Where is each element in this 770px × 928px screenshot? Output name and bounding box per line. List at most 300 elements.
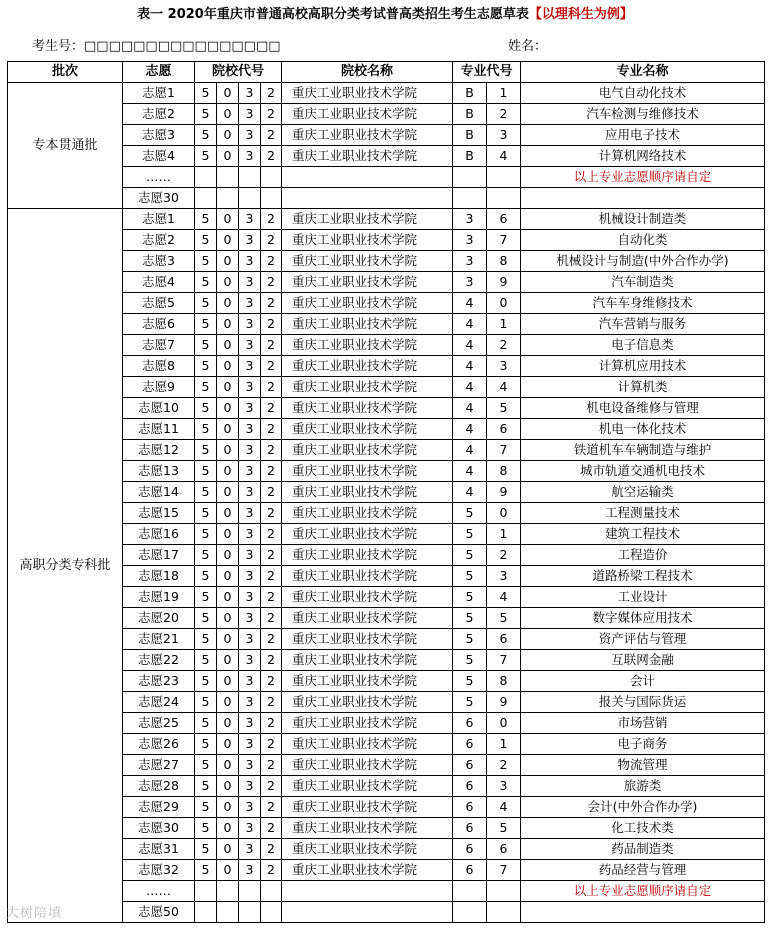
wish-number: 志愿24 [123, 692, 195, 713]
school-code-digit: 5 [195, 734, 217, 755]
major-code-digit: 3 [487, 125, 521, 146]
header-major-name: 专业名称 [521, 62, 765, 83]
school-code-digit: 2 [261, 818, 282, 839]
empty-cell [453, 902, 487, 923]
school-code-digit: 0 [217, 398, 239, 419]
wish-ellipsis: …… [123, 881, 195, 902]
school-name: 重庆工业职业技术学院 [282, 83, 453, 104]
empty-cell [487, 881, 521, 902]
wish-number: 志愿1 [123, 83, 195, 104]
school-name: 重庆工业职业技术学院 [282, 419, 453, 440]
empty-cell [282, 167, 453, 188]
school-code-digit: 3 [239, 356, 261, 377]
school-code-digit: 5 [195, 608, 217, 629]
major-name: 计算机应用技术 [521, 356, 765, 377]
school-code-digit: 0 [217, 587, 239, 608]
application-table [7, 61, 765, 923]
wish-number: 志愿8 [123, 356, 195, 377]
wish-number: 志愿21 [123, 629, 195, 650]
school-name: 重庆工业职业技术学院 [282, 608, 453, 629]
school-code-digit: 3 [239, 146, 261, 167]
wish-number: 志愿6 [123, 314, 195, 335]
major-name: 资产评估与管理 [521, 629, 765, 650]
major-code-digit: 9 [487, 692, 521, 713]
empty-cell [195, 881, 217, 902]
school-code-digit: 3 [239, 440, 261, 461]
school-code-digit: 5 [195, 83, 217, 104]
school-code-digit: 5 [195, 125, 217, 146]
school-code-digit: 0 [217, 230, 239, 251]
wish-number: 志愿30 [123, 188, 195, 209]
wish-number: 志愿3 [123, 251, 195, 272]
school-code-digit: 3 [239, 524, 261, 545]
major-code-digit: 6 [487, 839, 521, 860]
school-code-digit: 0 [217, 251, 239, 272]
empty-cell [195, 902, 217, 923]
major-code-digit: 9 [487, 482, 521, 503]
school-code-digit: 3 [239, 566, 261, 587]
wish-number: 志愿23 [123, 671, 195, 692]
school-name: 重庆工业职业技术学院 [282, 230, 453, 251]
major-code-digit: 4 [453, 356, 487, 377]
school-code-digit: 0 [217, 461, 239, 482]
school-code-digit: 5 [195, 104, 217, 125]
school-code-digit: 3 [239, 230, 261, 251]
wish-number: 志愿32 [123, 860, 195, 881]
school-code-digit: 3 [239, 650, 261, 671]
wish-number: 志愿18 [123, 566, 195, 587]
school-name: 重庆工业职业技术学院 [282, 104, 453, 125]
school-code-digit: 2 [261, 230, 282, 251]
wish-number: 志愿29 [123, 797, 195, 818]
school-name: 重庆工业职业技术学院 [282, 314, 453, 335]
school-name: 重庆工业职业技术学院 [282, 125, 453, 146]
school-code-digit: 5 [195, 419, 217, 440]
school-code-digit: 0 [217, 545, 239, 566]
major-name: 航空运输类 [521, 482, 765, 503]
major-name: 工程测量技术 [521, 503, 765, 524]
school-name: 重庆工业职业技术学院 [282, 146, 453, 167]
school-code-digit: 2 [261, 797, 282, 818]
major-code-digit: 6 [453, 713, 487, 734]
major-code-digit: 5 [453, 545, 487, 566]
major-code-digit: 6 [487, 209, 521, 230]
major-code-digit: 6 [453, 839, 487, 860]
major-code-digit: 5 [453, 608, 487, 629]
school-code-digit: 5 [195, 230, 217, 251]
empty-cell [282, 881, 453, 902]
school-code-digit: 0 [217, 83, 239, 104]
major-code-digit: 4 [453, 293, 487, 314]
major-code-digit: 3 [453, 230, 487, 251]
school-code-digit: 3 [239, 776, 261, 797]
major-code-digit: 4 [453, 440, 487, 461]
school-code-digit: 0 [217, 524, 239, 545]
major-code-digit: B [453, 146, 487, 167]
major-name: 药品制造类 [521, 839, 765, 860]
school-code-digit: 0 [217, 272, 239, 293]
school-code-digit: 5 [195, 797, 217, 818]
wish-number: 志愿16 [123, 524, 195, 545]
school-code-digit: 0 [217, 608, 239, 629]
school-code-digit: 2 [261, 104, 282, 125]
school-name: 重庆工业职业技术学院 [282, 524, 453, 545]
major-name: 会计 [521, 671, 765, 692]
major-name: 报关与国际货运 [521, 692, 765, 713]
major-code-digit: 5 [453, 650, 487, 671]
empty-cell [239, 167, 261, 188]
major-code-digit: 5 [487, 398, 521, 419]
major-code-digit: 4 [453, 482, 487, 503]
school-code-digit: 2 [261, 377, 282, 398]
major-code-digit: 4 [453, 377, 487, 398]
major-code-digit: B [453, 83, 487, 104]
wish-number: 志愿25 [123, 713, 195, 734]
school-code-digit: 0 [217, 377, 239, 398]
school-code-digit: 2 [261, 272, 282, 293]
school-name: 重庆工业职业技术学院 [282, 692, 453, 713]
batch-name: 高职分类专科批 [8, 209, 123, 923]
wish-number: 志愿15 [123, 503, 195, 524]
school-code-digit: 5 [195, 146, 217, 167]
wish-number: 志愿27 [123, 755, 195, 776]
empty-cell [521, 902, 765, 923]
major-name: 城市轨道交通机电技术 [521, 461, 765, 482]
major-code-digit: 6 [453, 734, 487, 755]
empty-cell [239, 881, 261, 902]
school-code-digit: 5 [195, 587, 217, 608]
school-code-digit: 3 [239, 293, 261, 314]
major-code-digit: 4 [453, 398, 487, 419]
empty-cell [195, 167, 217, 188]
header-row [8, 62, 765, 83]
school-name: 重庆工业职业技术学院 [282, 293, 453, 314]
wish-number: 志愿26 [123, 734, 195, 755]
school-code-digit: 2 [261, 755, 282, 776]
school-name: 重庆工业职业技术学院 [282, 818, 453, 839]
school-code-digit: 0 [217, 629, 239, 650]
empty-cell [261, 167, 282, 188]
wish-number: 志愿17 [123, 545, 195, 566]
school-code-digit: 0 [217, 776, 239, 797]
major-name: 铁道机车车辆制造与维护 [521, 440, 765, 461]
empty-cell [453, 167, 487, 188]
school-code-digit: 3 [239, 314, 261, 335]
school-code-digit: 3 [239, 818, 261, 839]
school-code-digit: 5 [195, 629, 217, 650]
major-code-digit: 6 [487, 629, 521, 650]
major-code-digit: 7 [487, 230, 521, 251]
candidate-number-field: 考生号：□□□□□□□□□□□□□□□□ [32, 39, 281, 54]
major-code-digit: 3 [487, 776, 521, 797]
major-code-digit: 8 [487, 251, 521, 272]
empty-cell [453, 188, 487, 209]
school-code-digit: 0 [217, 818, 239, 839]
school-code-digit: 0 [217, 566, 239, 587]
major-name: 汽车制造类 [521, 272, 765, 293]
wish-number: 志愿14 [123, 482, 195, 503]
school-code-digit: 5 [195, 398, 217, 419]
school-code-digit: 3 [239, 335, 261, 356]
table-row [8, 209, 765, 230]
major-code-digit: 7 [487, 440, 521, 461]
major-name: 计算机网络技术 [521, 146, 765, 167]
school-name: 重庆工业职业技术学院 [282, 251, 453, 272]
school-code-digit: 2 [261, 692, 282, 713]
school-code-digit: 5 [195, 839, 217, 860]
name-field: 姓名： [508, 39, 548, 54]
table-body [8, 83, 765, 923]
school-code-digit: 3 [239, 104, 261, 125]
major-name: 工程造价 [521, 545, 765, 566]
school-code-digit: 5 [195, 377, 217, 398]
school-code-digit: 5 [195, 503, 217, 524]
school-code-digit: 5 [195, 692, 217, 713]
wish-number: 志愿13 [123, 461, 195, 482]
header-wish: 志愿 [123, 62, 195, 83]
major-code-digit: 6 [453, 818, 487, 839]
major-name: 自动化类 [521, 230, 765, 251]
major-code-digit: 5 [453, 692, 487, 713]
school-code-digit: 0 [217, 314, 239, 335]
major-name: 药品经营与管理 [521, 860, 765, 881]
major-code-digit: 9 [487, 272, 521, 293]
header-major-code: 专业代号 [453, 62, 521, 83]
school-code-digit: 2 [261, 356, 282, 377]
major-code-digit: 0 [487, 503, 521, 524]
major-name: 电子信息类 [521, 335, 765, 356]
empty-cell [282, 188, 453, 209]
major-code-digit: 5 [453, 671, 487, 692]
school-name: 重庆工业职业技术学院 [282, 650, 453, 671]
school-code-digit: 2 [261, 566, 282, 587]
wish-number: 志愿11 [123, 419, 195, 440]
school-code-digit: 5 [195, 482, 217, 503]
school-code-digit: 5 [195, 545, 217, 566]
major-name: 建筑工程技术 [521, 524, 765, 545]
major-name: 道路桥梁工程技术 [521, 566, 765, 587]
school-name: 重庆工业职业技术学院 [282, 545, 453, 566]
school-code-digit: 2 [261, 335, 282, 356]
empty-cell [195, 188, 217, 209]
major-code-digit: 2 [487, 545, 521, 566]
school-name: 重庆工业职业技术学院 [282, 839, 453, 860]
school-code-digit: 5 [195, 356, 217, 377]
school-code-digit: 3 [239, 251, 261, 272]
major-code-digit: 1 [487, 524, 521, 545]
major-name: 应用电子技术 [521, 125, 765, 146]
major-code-digit: 3 [453, 272, 487, 293]
school-code-digit: 3 [239, 860, 261, 881]
school-code-digit: 5 [195, 860, 217, 881]
school-code-digit: 2 [261, 503, 282, 524]
school-code-digit: 3 [239, 755, 261, 776]
watermark-logo: 大树陪填 [6, 906, 63, 921]
school-code-digit: 5 [195, 566, 217, 587]
school-code-digit: 5 [195, 314, 217, 335]
major-name: 数字媒体应用技术 [521, 608, 765, 629]
major-code-digit: 6 [453, 860, 487, 881]
school-code-digit: 0 [217, 419, 239, 440]
empty-cell [521, 188, 765, 209]
major-code-digit: 5 [453, 503, 487, 524]
header-school-code: 院校代号 [195, 62, 282, 83]
school-code-digit: 0 [217, 293, 239, 314]
school-code-digit: 2 [261, 83, 282, 104]
school-code-digit: 3 [239, 797, 261, 818]
empty-cell [453, 881, 487, 902]
school-code-digit: 0 [217, 650, 239, 671]
school-code-digit: 2 [261, 860, 282, 881]
major-code-digit: 3 [453, 209, 487, 230]
major-code-digit: 4 [487, 377, 521, 398]
school-code-digit: 2 [261, 251, 282, 272]
major-code-digit: 8 [487, 671, 521, 692]
school-code-digit: 3 [239, 419, 261, 440]
major-code-digit: 4 [487, 797, 521, 818]
school-code-digit: 0 [217, 335, 239, 356]
wish-number: 志愿12 [123, 440, 195, 461]
major-code-digit: 6 [487, 419, 521, 440]
school-name: 重庆工业职业技术学院 [282, 860, 453, 881]
major-code-digit: 3 [453, 251, 487, 272]
school-name: 重庆工业职业技术学院 [282, 398, 453, 419]
school-code-digit: 3 [239, 503, 261, 524]
school-code-digit: 0 [217, 734, 239, 755]
major-name: 汽车营销与服务 [521, 314, 765, 335]
school-code-digit: 3 [239, 629, 261, 650]
major-code-digit: 2 [487, 755, 521, 776]
school-code-digit: 5 [195, 272, 217, 293]
school-code-digit: 2 [261, 398, 282, 419]
school-code-digit: 0 [217, 209, 239, 230]
wish-number: 志愿50 [123, 902, 195, 923]
school-name: 重庆工业职业技术学院 [282, 734, 453, 755]
school-code-digit: 2 [261, 209, 282, 230]
empty-cell [261, 902, 282, 923]
school-code-digit: 5 [195, 440, 217, 461]
order-note: 以上专业志愿顺序请自定 [521, 881, 765, 902]
wish-number: 志愿22 [123, 650, 195, 671]
wish-number: 志愿28 [123, 776, 195, 797]
major-code-digit: 6 [453, 797, 487, 818]
school-name: 重庆工业职业技术学院 [282, 713, 453, 734]
school-name: 重庆工业职业技术学院 [282, 503, 453, 524]
wish-number: 志愿19 [123, 587, 195, 608]
major-code-digit: 4 [453, 461, 487, 482]
school-name: 重庆工业职业技术学院 [282, 629, 453, 650]
school-code-digit: 0 [217, 356, 239, 377]
batch-name: 专本贯通批 [8, 83, 123, 209]
table-row [8, 83, 765, 104]
major-code-digit: 5 [487, 818, 521, 839]
school-code-digit: 5 [195, 524, 217, 545]
major-name: 会计(中外合作办学) [521, 797, 765, 818]
school-code-digit: 3 [239, 272, 261, 293]
school-name: 重庆工业职业技术学院 [282, 797, 453, 818]
school-code-digit: 0 [217, 503, 239, 524]
school-code-digit: 3 [239, 125, 261, 146]
school-code-digit: 5 [195, 713, 217, 734]
empty-cell [282, 902, 453, 923]
school-name: 重庆工业职业技术学院 [282, 440, 453, 461]
major-name: 计算机类 [521, 377, 765, 398]
major-name: 机械设计与制造(中外合作办学) [521, 251, 765, 272]
major-code-digit: 5 [453, 629, 487, 650]
major-code-digit: 4 [453, 335, 487, 356]
school-name: 重庆工业职业技术学院 [282, 209, 453, 230]
major-name: 汽车检测与维修技术 [521, 104, 765, 125]
school-code-digit: 5 [195, 335, 217, 356]
school-code-digit: 2 [261, 587, 282, 608]
school-code-digit: 0 [217, 713, 239, 734]
school-code-digit: 5 [195, 755, 217, 776]
major-code-digit: 5 [453, 524, 487, 545]
major-name: 电子商务 [521, 734, 765, 755]
major-name: 物流管理 [521, 755, 765, 776]
school-code-digit: 3 [239, 734, 261, 755]
school-code-digit: 2 [261, 776, 282, 797]
wish-number: 志愿2 [123, 230, 195, 251]
school-code-digit: 2 [261, 293, 282, 314]
major-code-digit: 5 [453, 566, 487, 587]
school-code-digit: 0 [217, 104, 239, 125]
major-code-digit: 4 [487, 146, 521, 167]
major-code-digit: 1 [487, 83, 521, 104]
major-name: 机械设计制造类 [521, 209, 765, 230]
school-code-digit: 2 [261, 440, 282, 461]
major-code-digit: 8 [487, 461, 521, 482]
header-batch: 批次 [8, 62, 123, 83]
wish-number: 志愿1 [123, 209, 195, 230]
school-code-digit: 3 [239, 482, 261, 503]
school-code-digit: 0 [217, 755, 239, 776]
empty-cell [217, 902, 239, 923]
wish-number: 志愿30 [123, 818, 195, 839]
school-code-digit: 3 [239, 671, 261, 692]
school-code-digit: 3 [239, 587, 261, 608]
major-code-digit: 2 [487, 104, 521, 125]
major-code-digit: 4 [453, 419, 487, 440]
major-name: 电气自动化技术 [521, 83, 765, 104]
major-code-digit: 3 [487, 566, 521, 587]
wish-number: 志愿5 [123, 293, 195, 314]
school-code-digit: 0 [217, 797, 239, 818]
wish-number: 志愿31 [123, 839, 195, 860]
school-code-digit: 0 [217, 125, 239, 146]
school-code-digit: 5 [195, 776, 217, 797]
school-code-digit: 3 [239, 83, 261, 104]
major-code-digit: 3 [487, 356, 521, 377]
school-code-digit: 2 [261, 482, 282, 503]
school-code-digit: 2 [261, 146, 282, 167]
empty-cell [239, 902, 261, 923]
school-code-digit: 5 [195, 209, 217, 230]
major-code-digit: 4 [453, 314, 487, 335]
title-note: 【以理科生为例】 [528, 7, 633, 22]
major-code-digit: 4 [487, 587, 521, 608]
school-code-digit: 3 [239, 608, 261, 629]
major-name: 汽车车身维修技术 [521, 293, 765, 314]
major-code-digit: 6 [453, 755, 487, 776]
school-code-digit: 2 [261, 650, 282, 671]
major-name: 机电设备维修与管理 [521, 398, 765, 419]
school-code-digit: 3 [239, 839, 261, 860]
school-code-digit: 2 [261, 125, 282, 146]
major-code-digit: B [453, 125, 487, 146]
school-name: 重庆工业职业技术学院 [282, 272, 453, 293]
wish-number: 志愿4 [123, 272, 195, 293]
